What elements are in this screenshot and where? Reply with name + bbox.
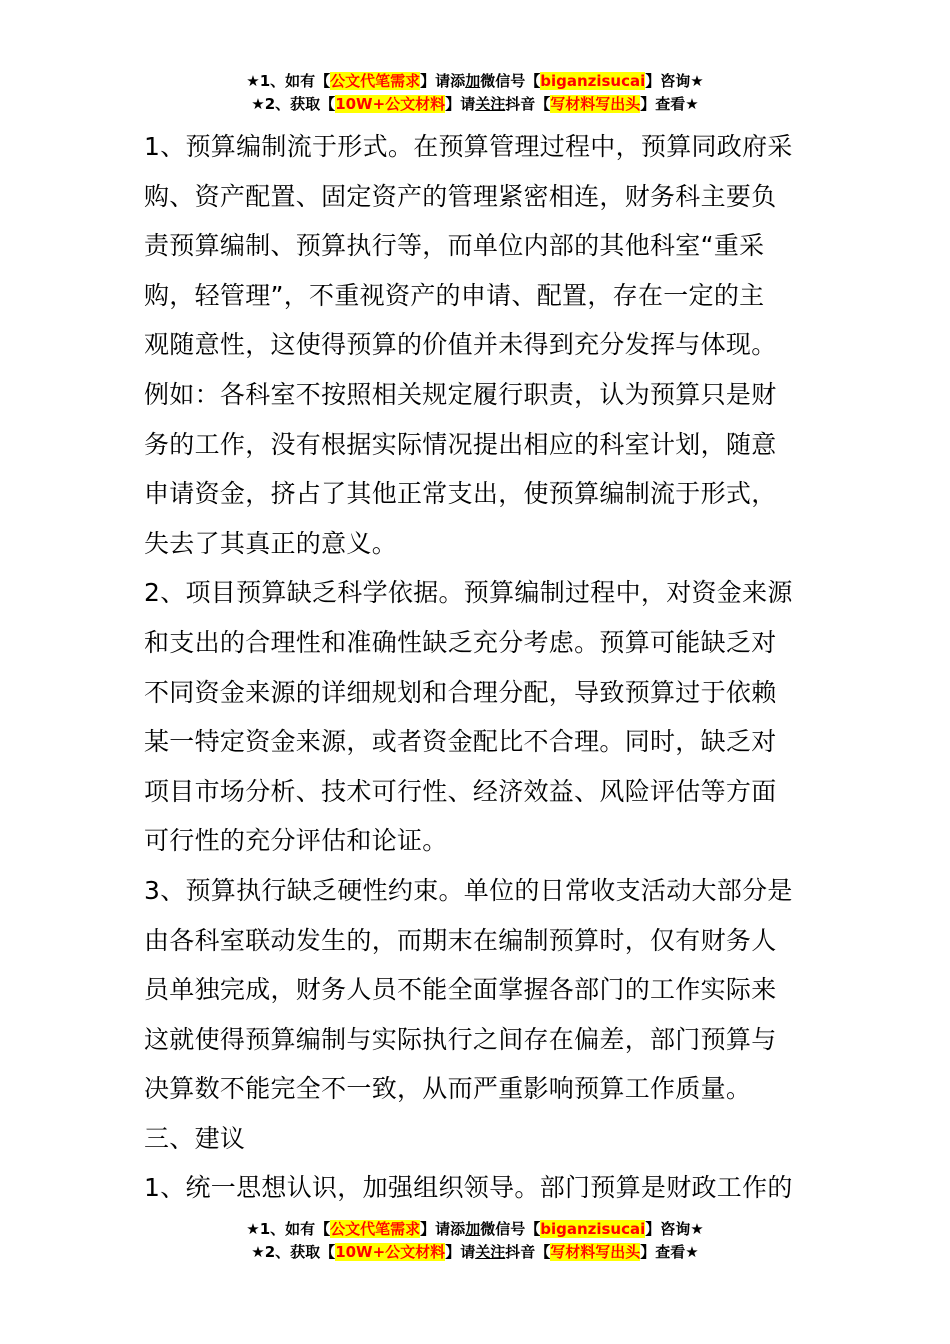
section-heading: 三、建议: [144, 1123, 246, 1153]
banner-text: 抖音【: [505, 1243, 551, 1261]
banner-text: 微信号【: [480, 1220, 541, 1238]
banner-text: 】查看★: [640, 1243, 699, 1261]
text-line: 购，轻管理”，不重视资产的申请、配置，存在一定的主: [144, 280, 765, 310]
text-line: 某一特定资金来源，或者资金配比不合理。同时，缺乏对: [144, 727, 777, 757]
text-line: 观随意性，这使得预算的价值并未得到充分发挥与体现。: [144, 330, 777, 360]
banner-text: 】咨询★: [645, 1220, 704, 1238]
banner-text: ★1、如有【: [246, 1220, 331, 1238]
document-body: [144, 122, 809, 1213]
banner-text: 】请添: [420, 72, 466, 90]
banner-text: ★1、如有【: [246, 72, 331, 90]
highlight-wechat-id: biganzisucai: [540, 72, 646, 90]
text-line: 1、统一思想认识，加强组织领导。部门预算是财政工作的: [144, 1173, 793, 1203]
banner-line-2: [0, 1241, 950, 1264]
text-line: 责预算编制、预算执行等，而单位内部的其他科室“重采: [144, 231, 765, 261]
highlight-wechat-id: biganzisucai: [540, 1220, 646, 1238]
banner-text: 微信号【: [480, 72, 541, 90]
text-line: 决算数不能完全不一致，从而严重影响预算工作质量。: [144, 1074, 752, 1104]
underlined-text: 加: [465, 1220, 481, 1238]
text-line: 失去了其真正的意义。: [144, 528, 398, 558]
text-line: 员单独完成，财务人员不能全面掌握各部门的工作实际来: [144, 975, 777, 1005]
highlight-materials: 10W+公文材料: [335, 1243, 446, 1261]
text-line: 购、资产配置、固定资产的管理紧密相连，财务科主要负: [144, 181, 777, 211]
header-banner: [0, 70, 950, 116]
text-line: 和支出的合理性和准确性缺乏充分考虑。预算可能缺乏对: [144, 627, 777, 657]
highlight-materials: 10W+公文材料: [335, 95, 446, 113]
text-line: 可行性的充分评估和论证。: [144, 826, 448, 856]
banner-text: ★2、获取【: [251, 95, 336, 113]
highlight-service: 公文代笔需求: [330, 1220, 421, 1238]
highlight-douyin: 写材料写出头: [550, 1243, 641, 1261]
banner-text: 】请: [445, 95, 476, 113]
highlight-service: 公文代笔需求: [330, 72, 421, 90]
banner-text: 】咨询★: [645, 72, 704, 90]
underlined-text: 关注: [475, 1243, 506, 1261]
banner-text: 】查看★: [640, 95, 699, 113]
banner-line-1: [0, 70, 950, 93]
underlined-text: 加: [465, 72, 481, 90]
text-line: 3、预算执行缺乏硬性约束。单位的日常收支活动大部分是: [144, 875, 793, 905]
banner-text: 】请: [445, 1243, 476, 1261]
text-line: 由各科室联动发生的，而期末在编制预算时，仅有财务人: [144, 925, 777, 955]
text-line: 申请资金，挤占了其他正常支出，使预算编制流于形式，: [144, 479, 777, 509]
text-line: 例如：各科室不按照相关规定履行职责，认为预算只是财: [144, 379, 777, 409]
banner-text: 】请添: [420, 1220, 466, 1238]
text-line: 2、项目预算缺乏科学依据。预算编制过程中，对资金来源: [144, 578, 793, 608]
banner-line-1: [0, 1218, 950, 1241]
banner-line-2: [0, 93, 950, 116]
text-line: 项目市场分析、技术可行性、经济效益、风险评估等方面: [144, 776, 777, 806]
text-line: 不同资金来源的详细规划和合理分配，导致预算过于依赖: [144, 677, 777, 707]
banner-text: 抖音【: [505, 95, 551, 113]
footer-banner: [0, 1218, 950, 1264]
text-line: 务的工作，没有根据实际情况提出相应的科室计划，随意: [144, 429, 777, 459]
text-line: 这就使得预算编制与实际执行之间存在偏差，部门预算与: [144, 1024, 777, 1054]
text-line: 1、预算编制流于形式。在预算管理过程中，预算同政府采: [144, 132, 793, 161]
highlight-douyin: 写材料写出头: [550, 95, 641, 113]
underlined-text: 关注: [475, 95, 506, 113]
banner-text: ★2、获取【: [251, 1243, 336, 1261]
